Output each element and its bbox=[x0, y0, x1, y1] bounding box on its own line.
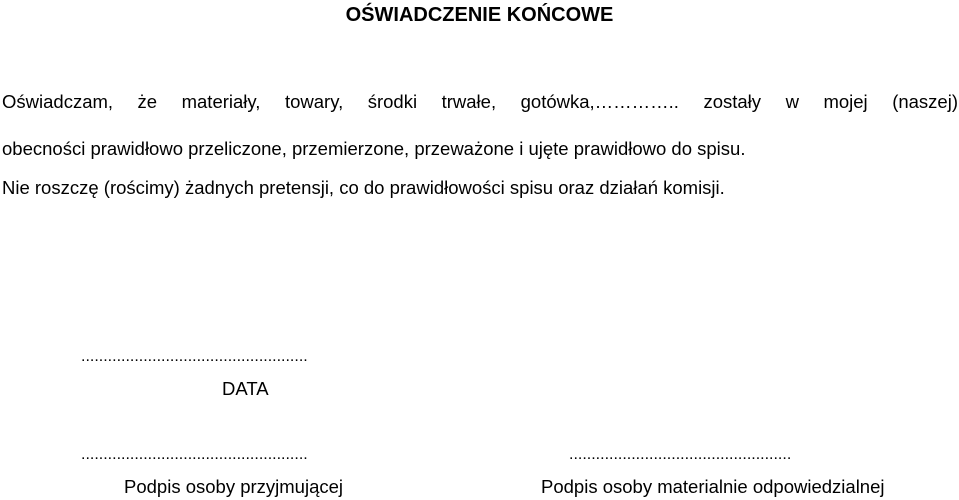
word: towary, bbox=[284, 91, 344, 112]
word: zostały bbox=[703, 91, 762, 112]
word: gotówka,………….. bbox=[520, 91, 679, 112]
word: materiały, bbox=[181, 91, 261, 112]
receiver-signature-dotted-line: ................................................... bbox=[81, 446, 308, 463]
word: trwałe, bbox=[441, 91, 497, 112]
statement-line-1 bbox=[2, 91, 958, 113]
word: w bbox=[785, 91, 799, 112]
date-dotted-line: ................................................... bbox=[81, 348, 308, 365]
document-title: OŚWIADCZENIE KOŃCOWE bbox=[345, 4, 614, 26]
word: środki bbox=[367, 91, 418, 112]
statement-line-3: Nie roszczę (rościmy) żadnych pretensji, co do prawidłowości spisu oraz działań komisji. bbox=[2, 177, 725, 198]
word: że bbox=[137, 91, 158, 112]
word: (naszej) bbox=[892, 91, 958, 112]
word: Oświadczam, bbox=[2, 91, 114, 112]
responsible-signature-label: Podpis osoby materialnie odpowiedzialnej bbox=[541, 476, 885, 497]
date-label: DATA bbox=[222, 378, 269, 399]
word: mojej bbox=[823, 91, 868, 112]
statement-line-2: obecności prawidłowo przeliczone, przemierzone, przeważone i ujęte prawidłowo do spisu. bbox=[2, 138, 746, 159]
responsible-signature-dotted-line: .................................................. bbox=[569, 446, 792, 463]
receiver-signature-label: Podpis osoby przyjmującej bbox=[124, 476, 344, 497]
